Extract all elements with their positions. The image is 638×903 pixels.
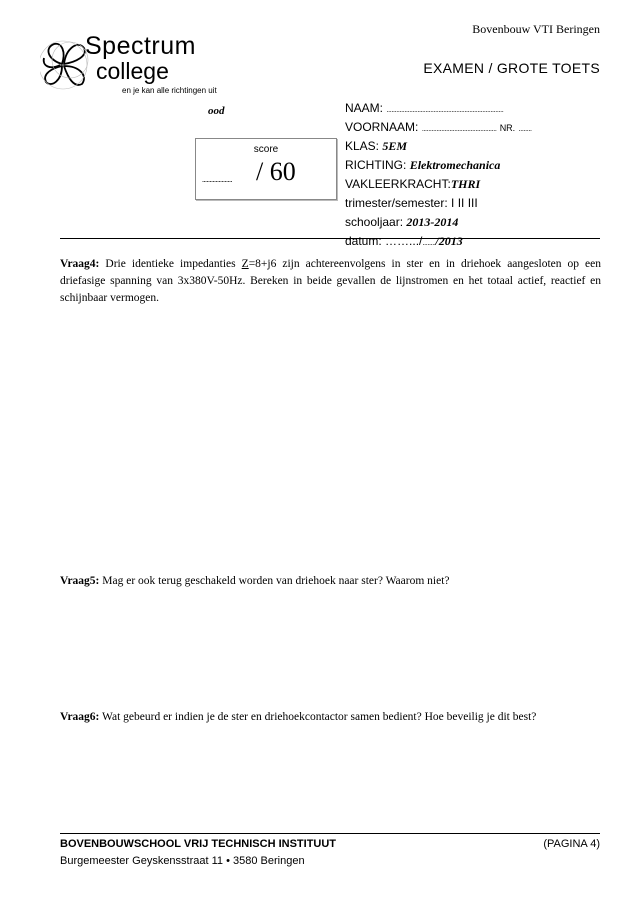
datum-month[interactable]: ........: [422, 238, 436, 247]
schooljaar-label: schooljaar:: [345, 215, 404, 229]
ood-text: ood: [208, 105, 225, 117]
vakleerkracht-value: THRI: [450, 177, 481, 191]
nr-label: NR.: [499, 123, 516, 133]
footer-page-number: (PAGINA 4): [543, 838, 600, 850]
richting-label: RICHTING:: [345, 158, 407, 172]
field-klas: [345, 137, 600, 156]
score-label: score: [253, 144, 279, 155]
score-dots: ....................: [202, 175, 232, 184]
vakleerkracht-label: VAKLEERKRACHT:: [345, 177, 451, 191]
footer-address: Burgemeester Geyskensstraat 11 • 3580 Beringen: [60, 855, 305, 867]
question-4-symbol: Z: [241, 258, 249, 270]
klas-value: 5EM: [382, 139, 408, 153]
nr-dots[interactable]: ........: [518, 124, 532, 133]
trimester-label: trimester/semester: I II III: [345, 196, 478, 210]
question-4-label: Vraag4:: [60, 258, 100, 270]
logo-tagline: en je kan alle richtingen uit: [122, 86, 217, 95]
footer-divider: [60, 833, 600, 834]
question-6: [60, 709, 601, 726]
institution-name: Bovenbouw VTI Beringen: [472, 22, 600, 36]
richting-value: Elektromechanica: [409, 158, 501, 172]
student-fields: [345, 99, 600, 251]
question-4-text-b: =8+j6 zijn achtereenvolgens in ster en in driehoek aangesloten op een driefasige spanning van 3x380V-50Hz. Bereken in beide gevallen de lijnstromen en het totaal actief, reactief en schijnbaar vermogen.: [60, 258, 601, 304]
naam-dots[interactable]: ........................................................................: [386, 105, 504, 114]
score-total: / 60: [256, 157, 296, 186]
question-6-text: Wat gebeurd er indien je de ster en driehoekcontactor samen bedient? Hoe beveilig je dit best?: [99, 711, 537, 723]
schooljaar-value: 2013-2014: [406, 215, 459, 229]
klas-label: KLAS:: [345, 139, 380, 153]
field-trimester: [345, 194, 600, 213]
footer-school: BOVENBOUWSCHOOL VRIJ TECHNISCH INSTITUUT: [60, 838, 337, 850]
header-divider: [60, 238, 600, 239]
question-6-label: Vraag6:: [60, 711, 100, 723]
question-4: [60, 256, 601, 307]
voornaam-dots[interactable]: ..............................................: [421, 124, 497, 133]
field-schooljaar: [345, 213, 600, 232]
field-vakleerkracht: [345, 175, 600, 194]
datum-day[interactable]: ……...: [385, 234, 420, 248]
voornaam-label: VOORNAAM:: [345, 120, 419, 134]
field-datum: [345, 232, 600, 251]
logo-word-spectrum: Spectrum: [85, 32, 196, 60]
question-5: [60, 573, 601, 590]
naam-label: NAAM:: [345, 101, 384, 115]
datum-label: datum:: [345, 234, 382, 248]
question-5-text: Mag er ook terug geschakeld worden van driehoek naar ster? Waarom niet?: [99, 575, 450, 587]
exam-title: EXAMEN / GROTE TOETS: [423, 60, 600, 76]
datum-sep: /: [419, 234, 423, 248]
field-voornaam: [345, 118, 600, 137]
field-naam: [345, 99, 600, 118]
logo-word-college: college: [96, 58, 169, 84]
score-box: [195, 138, 337, 200]
question-4-text-a: Drie identieke impedanties: [99, 258, 242, 270]
question-5-label: Vraag5:: [60, 575, 100, 587]
datum-year: /2013: [435, 234, 463, 248]
field-richting: [345, 156, 600, 175]
